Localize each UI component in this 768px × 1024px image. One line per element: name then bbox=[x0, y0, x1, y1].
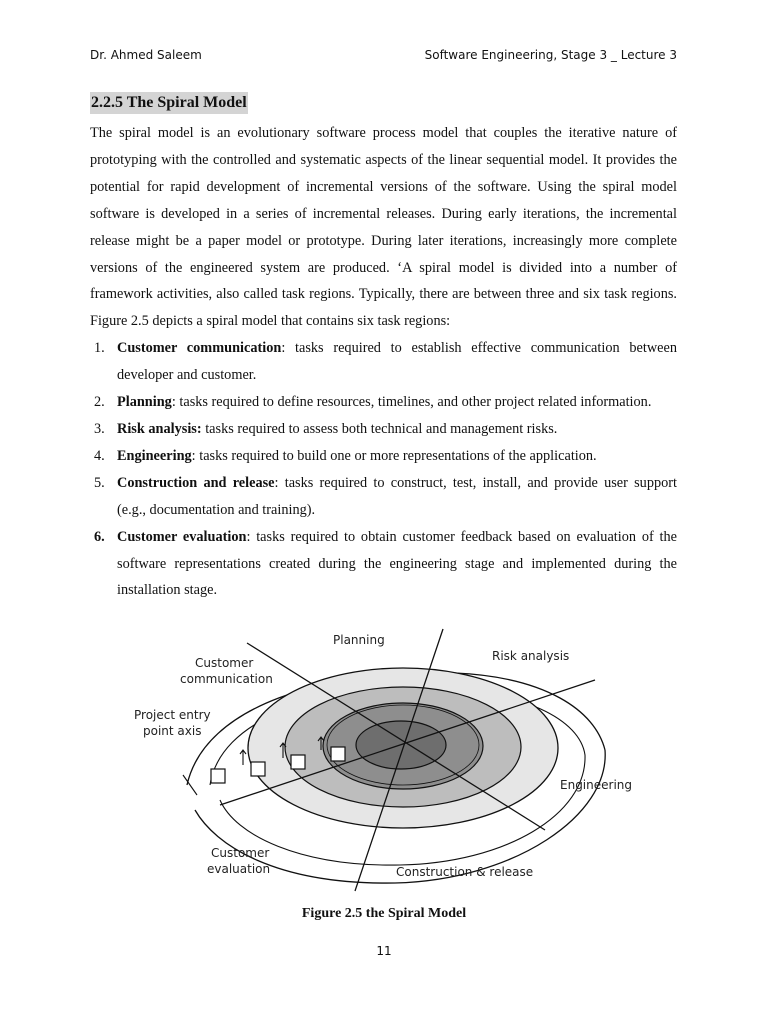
label-engineering: Engineering bbox=[560, 778, 632, 792]
intro-paragraph: The spiral model is an evolutionary software process model that couples the iterative nature of prototyping with the controlled and systematic aspects of the linear sequential model. It provides the potential for rapid development of incremental versions of the software. Using the spiral model software is developed in a series of incremental releases. During early iterations, the incremental release might be a paper model or prototype. During later iterations, increasingly more complete versions of the engineered system are produced. ‘A spiral model is divided into a number of framework activities, also called task regions. Typically, there are between three and six task regions. Figure 2.5 depicts a spiral model that contains six task regions: bbox=[90, 125, 677, 330]
list-number: 5. bbox=[94, 474, 105, 491]
section-title: 2.2.5 The Spiral Model bbox=[90, 92, 248, 114]
list-item bbox=[90, 470, 677, 524]
task-name: Construction and release bbox=[117, 474, 275, 491]
task-description: tasks required to assess both technical and management risks. bbox=[201, 420, 558, 437]
task-name: Engineering bbox=[117, 447, 192, 464]
task-name: Customer evaluation bbox=[117, 528, 247, 545]
figure-caption: Figure 2.5 the Spiral Model bbox=[301, 906, 467, 921]
task-list bbox=[90, 335, 677, 604]
spiral-diagram bbox=[125, 625, 645, 900]
axis-entry bbox=[183, 775, 197, 795]
task-name: Planning bbox=[117, 394, 172, 411]
label-customer-communication-1: Customer bbox=[195, 656, 254, 670]
task-name: Risk analysis: bbox=[117, 420, 202, 437]
task-description: : tasks required to obtain customer feedback based on evaluation of the software representations created during the engineering stage and implemented during the installation stage. bbox=[117, 528, 677, 599]
list-item bbox=[90, 443, 677, 470]
header-author: Dr. Ahmed Saleem bbox=[90, 48, 202, 62]
label-customer-communication-2: communication bbox=[180, 672, 273, 686]
spiral-model-figure bbox=[125, 625, 645, 900]
task-description: : tasks required to define resources, timelines, and other project related information. bbox=[171, 394, 652, 411]
header-course: Software Engineering, Stage 3 _ Lecture 3 bbox=[424, 48, 677, 62]
task-description: : tasks required to establish effective communication between developer and customer. bbox=[117, 340, 677, 384]
label-planning: Planning bbox=[333, 633, 385, 647]
task-name: Customer communication bbox=[117, 340, 282, 357]
label-project-entry-2: point axis bbox=[143, 724, 202, 738]
list-item bbox=[90, 335, 677, 389]
label-construction-release: Construction & release bbox=[396, 865, 534, 879]
list-number: 3. bbox=[94, 420, 105, 437]
page-number: 11 bbox=[376, 944, 392, 958]
list-number: 1. bbox=[94, 340, 105, 357]
task-description: : tasks required to construct, test, install, and provide user support (e.g., documentation and training). bbox=[117, 474, 678, 518]
list-item bbox=[90, 389, 677, 416]
list-number: 4. bbox=[94, 447, 105, 464]
task-description: : tasks required to build one or more representations of the application. bbox=[191, 447, 597, 464]
label-customer-evaluation-1: Customer bbox=[211, 846, 270, 860]
list-item bbox=[90, 524, 677, 605]
body-text bbox=[90, 120, 677, 604]
list-item bbox=[90, 416, 677, 443]
list-number: 2. bbox=[94, 394, 105, 411]
label-project-entry-1: Project entry bbox=[134, 708, 211, 722]
label-customer-evaluation-2: evaluation bbox=[207, 862, 271, 876]
list-number: 6. bbox=[94, 528, 105, 545]
label-risk-analysis: Risk analysis bbox=[492, 649, 570, 663]
